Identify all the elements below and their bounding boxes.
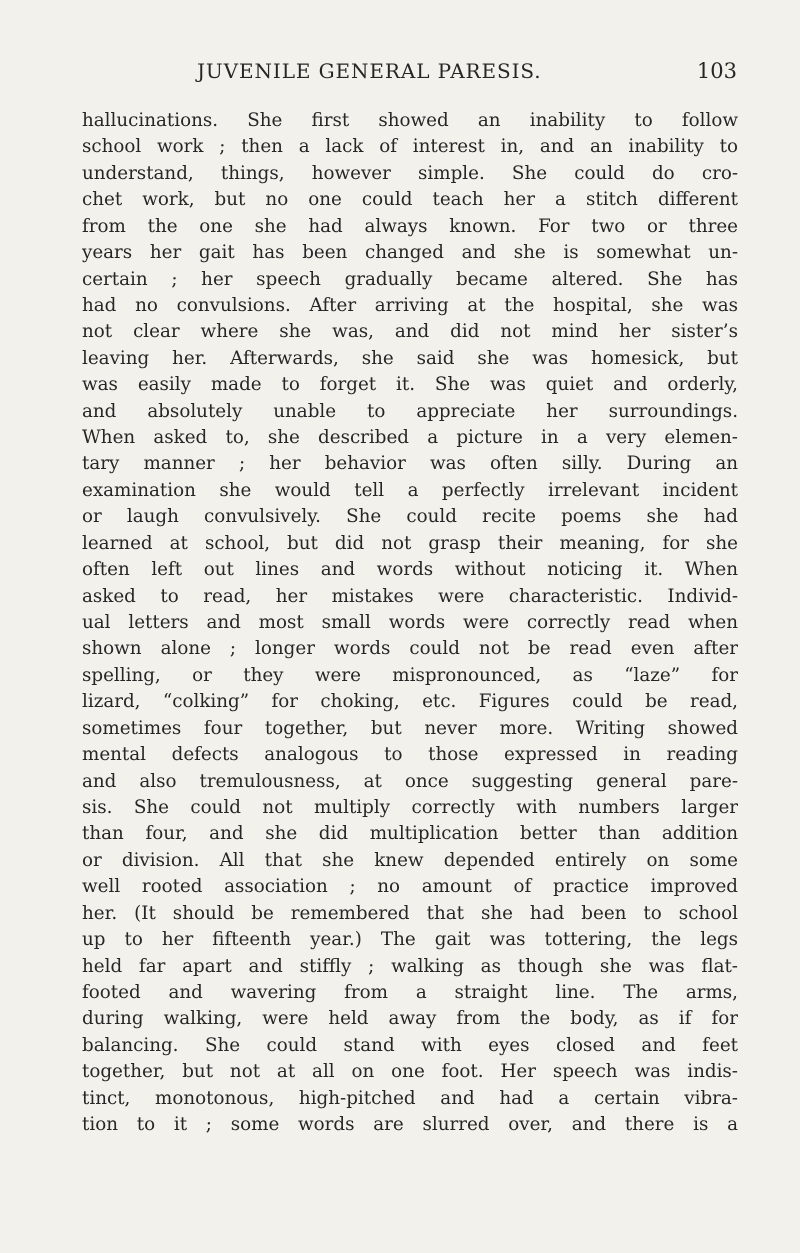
text-line: often left out lines and words without noticing it. When	[82, 559, 738, 581]
text-line: years her gait has been changed and she is somewhat un-	[82, 242, 738, 264]
text-line: chet work, but no one could teach her a stitch different	[82, 189, 738, 211]
text-line: was easily made to forget it. She was quiet and orderly,	[82, 374, 738, 396]
running-title: JUVENILE GENERAL PARESIS.	[197, 59, 542, 83]
text-line: mental defects analogous to those expressed in reading	[82, 744, 738, 766]
text-line: hallucinations. She first showed an inability to follow	[82, 110, 738, 131]
text-line: her. (It should be remembered that she had been to school	[82, 902, 738, 924]
text-line: not clear where she was, and did not mind her sister’s	[82, 321, 738, 343]
text-line: had no convulsions. After arriving at the hospital, she was	[82, 294, 738, 316]
text-line: asked to read, her mistakes were characteristic. Individ-	[82, 585, 738, 607]
text-line: When asked to, she described a picture in a very elemen-	[82, 427, 738, 449]
text-line: well rooted association ; no amount of practice improved	[82, 876, 738, 898]
text-line: up to her fifteenth year.) The gait was tottering, the legs	[82, 929, 738, 951]
running-head	[197, 56, 737, 86]
text-line: held far apart and stiffly ; walking as though she was flat-	[82, 955, 738, 977]
text-line: lizard, “colking” for choking, etc. Figures could be read,	[82, 691, 738, 713]
text-line: examination she would tell a perfectly irrelevant incident	[82, 479, 738, 501]
text-line: from the one she had always known. For two or three	[82, 215, 738, 237]
text-line: or laugh convulsively. She could recite poems she had	[82, 506, 738, 528]
text-line: tion to it ; some words are slurred over, and there is a	[82, 1114, 738, 1136]
text-line: and absolutely unable to appreciate her surroundings.	[82, 400, 738, 422]
text-line: understand, things, however simple. She could do cro-	[82, 162, 738, 184]
text-line: or division. All that she knew depended entirely on some	[82, 849, 738, 871]
text-line: learned at school, but did not grasp their meaning, for she	[82, 532, 738, 554]
text-line: school work ; then a lack of interest in, and an inability to	[82, 136, 738, 158]
text-line: sometimes four together, but never more. Writing showed	[82, 717, 738, 739]
text-line: sis. She could not multiply correctly with numbers larger	[82, 796, 738, 818]
text-line: leaving her. Afterwards, she said she was homesick, but	[82, 347, 738, 369]
text-line: tary manner ; her behavior was often silly. During an	[82, 453, 738, 475]
text-line: shown alone ; longer words could not be read even after	[82, 638, 738, 660]
text-line: footed and wavering from a straight line. The arms,	[82, 981, 738, 1003]
page-number: 103	[696, 59, 737, 83]
text-line: spelling, or they were mispronounced, as “laze” for	[82, 664, 738, 686]
text-line: tinct, monotonous, high-pitched and had a certain vibra-	[82, 1087, 738, 1109]
text-line: and also tremulousness, at once suggesting general pare-	[82, 770, 738, 792]
body-text	[82, 108, 738, 1138]
text-line: than four, and she did multiplication better than addition	[82, 823, 738, 845]
text-line: certain ; her speech gradually became altered. She has	[82, 268, 738, 290]
text-line: balancing. She could stand with eyes closed and feet	[82, 1034, 738, 1056]
text-line: ual letters and most small words were correctly read when	[82, 612, 738, 634]
text-line: during walking, were held away from the body, as if for	[82, 1008, 738, 1030]
text-line: together, but not at all on one foot. Her speech was indis-	[82, 1061, 738, 1083]
